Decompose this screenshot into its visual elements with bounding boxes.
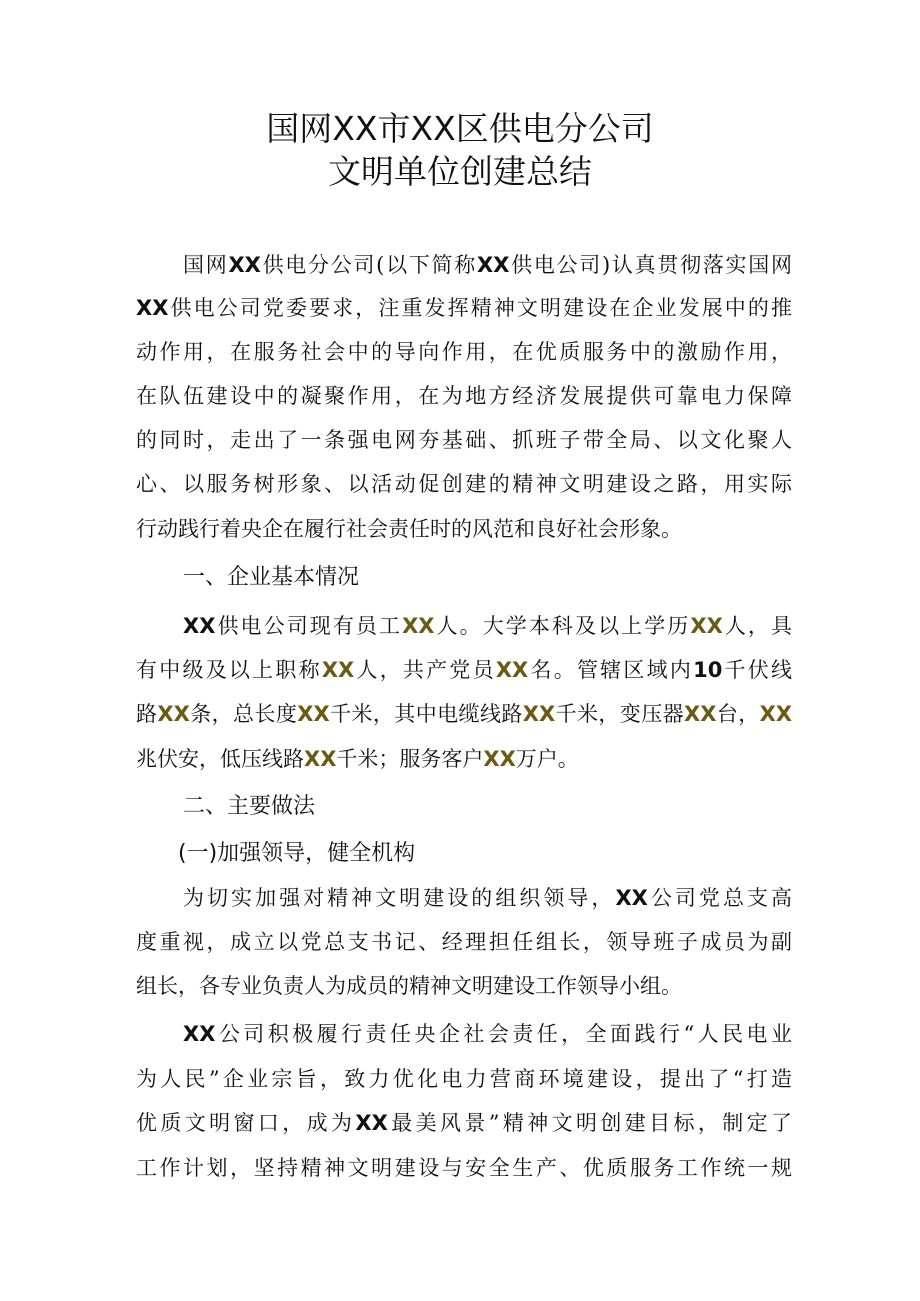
text-run: 路: [136, 702, 158, 726]
intro-line-6: 心、以服务树形象、以活动促创建的精神文明建设之路，用实际: [136, 472, 792, 496]
text-run: 人。大学本科及以上学历: [434, 614, 691, 638]
text-run: 名。管辖区域内: [528, 658, 694, 682]
placeholder-xx: XX: [483, 747, 516, 771]
section1-line-2: [136, 656, 792, 684]
placeholder-xx: XX: [136, 296, 169, 320]
text-run: 为切实加强对精神文明建设的组织领导，: [183, 886, 616, 910]
para2-line-3: [136, 1109, 792, 1137]
text-run: 供电分公司(以下简称: [260, 253, 477, 277]
placeholder-xx: XX: [522, 702, 556, 726]
placeholder-xx: XX: [183, 1022, 216, 1046]
text-run: 有中级及以上职称: [136, 658, 322, 682]
para1-line-3: 组长，各专业负责人为成员的精神文明建设工作领导小组。: [136, 974, 682, 998]
text-run: 公司党总支高: [647, 886, 793, 910]
intro-line-4: 在队伍建设中的凝聚作用，在为地方经济发展提供可靠电力保障: [136, 384, 792, 408]
placeholder-xx: XX: [321, 658, 355, 682]
intro-line-2: [136, 294, 792, 322]
subsection-heading-leadership: (一)加强领导，健全机构: [178, 841, 416, 866]
text-run: 供电公司党委要求，注重发挥精神文明建设在企业发展中的推: [168, 296, 792, 320]
placeholder-xx: XX: [304, 747, 337, 771]
section-heading-basic-info: 一、企业基本情况: [183, 565, 360, 590]
para1-line-2: 度重视，成立以党总支书记、经理担任组长，领导班子成员为副: [136, 930, 792, 954]
text-run: 千米；服务客户: [336, 747, 484, 771]
text-run: 供电公司现有员工: [215, 614, 403, 638]
text-run: 万户。: [515, 747, 579, 771]
text-run: 最美风景”精神文明创建目标，制定了: [387, 1111, 793, 1135]
section1-line-3: [136, 700, 792, 728]
placeholder-xx: XX: [297, 702, 330, 726]
placeholder-xx: XX: [228, 253, 261, 277]
text-run: 公司积极履行责任央企社会责任，全面践行“人民电业: [215, 1022, 792, 1046]
para2-line-1: [183, 1020, 792, 1048]
section1-line-4: [136, 745, 792, 773]
document-title-line1: 国网XX市XX区供电分公司: [266, 109, 654, 148]
placeholder-xx: XX: [759, 702, 793, 726]
para1-line-1: [183, 884, 792, 912]
placeholder-xx: XX: [183, 614, 216, 638]
placeholder-xx: XX: [615, 886, 648, 910]
section-heading-main-practices: 二、主要做法: [183, 794, 316, 819]
placeholder-xx: XX: [355, 1111, 388, 1135]
section1-line-1: [183, 612, 792, 640]
text-run: 兆伏安，低压线路: [136, 747, 304, 771]
intro-line-1: [183, 251, 792, 279]
intro-line-7: 行动践行着央企在履行社会责任时的风范和良好社会形象。: [136, 517, 682, 541]
text-run: 优质文明窗口，成为: [136, 1111, 356, 1135]
text-run: 人，共产党员: [354, 658, 496, 682]
placeholder-xx: XX: [477, 253, 510, 277]
intro-line-5: 的同时，走出了一条强电网夯基础、抓班子带全局、以文化聚人: [136, 428, 792, 452]
text-run: 千米，其中电缆线路: [329, 702, 523, 726]
text-run: 人，具: [722, 614, 793, 638]
para2-line-4: 工作计划，坚持精神文明建设与安全生产、优质服务工作统一规: [136, 1156, 792, 1180]
text-run: 供电公司)认真贯彻落实国网: [509, 253, 792, 277]
text-run: 台，: [716, 702, 760, 726]
para2-line-2: 为人民”企业宗旨，致力优化电力营商环境建设，提出了“打造: [136, 1067, 792, 1091]
text-run: 千米，变压器: [555, 702, 685, 726]
placeholder-xx: XX: [402, 614, 435, 638]
placeholder-xx: XX: [495, 658, 529, 682]
text-run: 国网: [183, 253, 229, 277]
intro-line-3: 动作用，在服务社会中的导向作用，在优质服务中的激励作用，: [136, 340, 792, 364]
placeholder-xx: XX: [684, 702, 717, 726]
document-title-line2: 文明单位创建总结: [328, 152, 592, 191]
placeholder-xx: XX: [690, 614, 723, 638]
text-run: 条，总长度: [189, 702, 298, 726]
placeholder-xx: XX: [157, 702, 190, 726]
voltage-value: 10: [693, 658, 723, 682]
text-run: 千伏线: [722, 658, 793, 682]
